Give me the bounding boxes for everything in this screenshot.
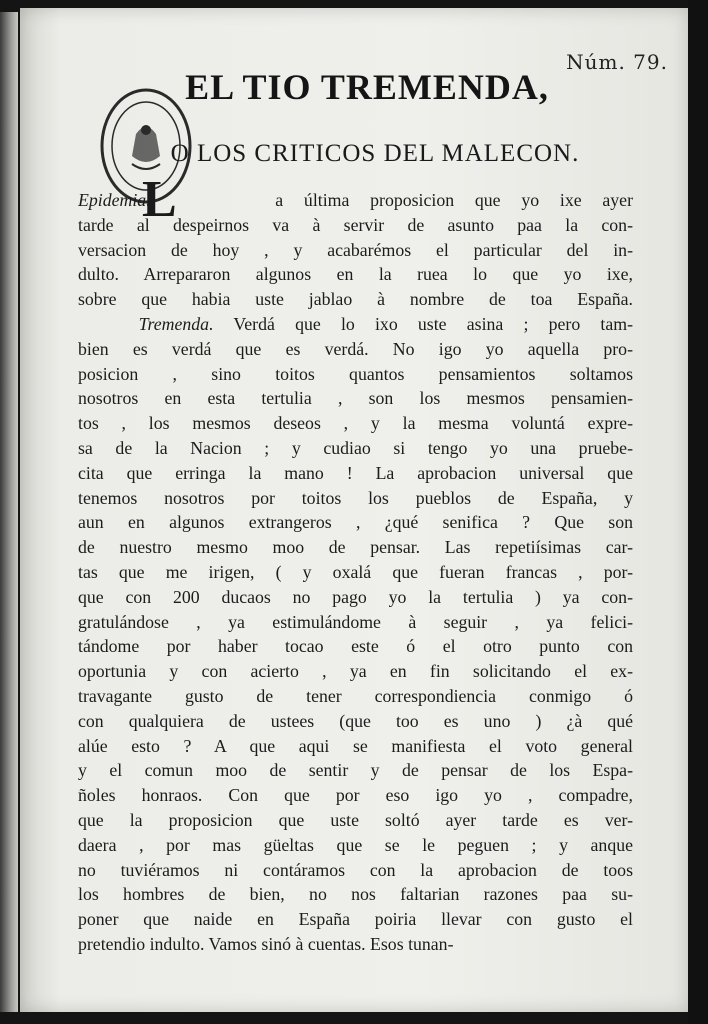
- issue-number: Núm. 79.: [566, 50, 668, 74]
- text-line: gratulándose , ya estimulándome à seguir , ya felici-: [78, 611, 633, 632]
- text-line: cita que erringa la mano ! La aprobacion universal que: [78, 462, 633, 483]
- text-line: poner que naide en España poiria llevar con gusto el: [78, 909, 633, 930]
- text-line: Tremenda. Verdá que lo ixo uste asina ; pero tam-: [138, 313, 633, 334]
- text-line: que la proposicion que uste soltó ayer tarde es ver-: [78, 809, 633, 830]
- facing-page-edge: [0, 12, 18, 1012]
- text-line: nosotros en esta tertulia , son los mesmos pensamien-: [78, 388, 633, 409]
- text-line: tándome por haber tocao este ó el otro punto con: [78, 636, 633, 657]
- text-line: daera , por mas güeltas que se le peguen ; y anque: [78, 834, 633, 855]
- scan-border: [688, 0, 708, 1024]
- drop-cap: L: [142, 171, 177, 228]
- text-line: travagante gusto de tener correspondiencia conmigo ó: [78, 685, 633, 706]
- text-line: no tuviéramos ni contáramos con la aprobacion de toos: [78, 859, 633, 880]
- text-line: tenemos nosotros por toitos los pueblos de España, y: [78, 487, 633, 508]
- text-line: tas que me irigen, ( y oxalá que fueran francas , por-: [78, 561, 633, 582]
- speaker-label: Epidemia.: [78, 190, 151, 210]
- text-line: sobre que habia uste jablao à nombre de toa España.: [78, 289, 633, 310]
- text-line: dulto. Arrepararon algunos en la ruea lo que yo ixe,: [78, 264, 633, 285]
- speaker-label: Tremenda.: [138, 313, 214, 334]
- article-body: [78, 188, 633, 957]
- text-line: de nuestro mesmo moo de pensar. Las repetiísimas car-: [78, 537, 633, 558]
- text-line: ñoles honraos. Con que por eso igo yo , compadre,: [78, 785, 633, 806]
- text-line: posicion , sino toitos quantos pensamientos soltamos: [78, 363, 633, 384]
- text-line: alúe esto ? A que aqui se manifiesta el voto general: [78, 735, 633, 756]
- text-line: Epidemia. a última proposicion que yo ixe ayer: [78, 190, 633, 210]
- text-line: sa de la Nacion ; y cudiao si tengo yo una pruebe-: [78, 437, 633, 458]
- text-line: aun en algunos extrangeros , ¿qué senifica ? Que son: [78, 512, 633, 533]
- text-line: con qualquiera de ustees (que too es uno ) ¿à qué: [78, 710, 633, 731]
- text-line: bien es verdá que es verdá. No igo yo aquella pro-: [78, 338, 633, 359]
- text-line: los hombres de bien, no nos faltarian razones paa su-: [78, 884, 633, 905]
- newspaper-title: EL TIO TREMENDA,: [185, 67, 549, 107]
- newspaper-subtitle: O LOS CRITICOS DEL MALECON.: [170, 140, 580, 167]
- text-line: oportunia y con acierto , ya en fin solicitando el ex-: [78, 661, 633, 682]
- text-line: que con 200 ducaos no pago yo la tertulia ) ya con-: [78, 586, 633, 607]
- text-line: y el comun moo de sentir y de pensar de los Espa-: [78, 760, 633, 781]
- text-line: pretendio indulto. Vamos sinó à cuentas. Esos tunan-: [78, 933, 454, 954]
- text-line: versacion de hoy , y acabarémos el particular del in-: [78, 239, 633, 260]
- text-line: tarde al despeirnos va à servir de asunto paa la con-: [78, 214, 633, 235]
- text-line: tos , los mesmos deseos , y la mesma voluntá expre-: [78, 413, 633, 434]
